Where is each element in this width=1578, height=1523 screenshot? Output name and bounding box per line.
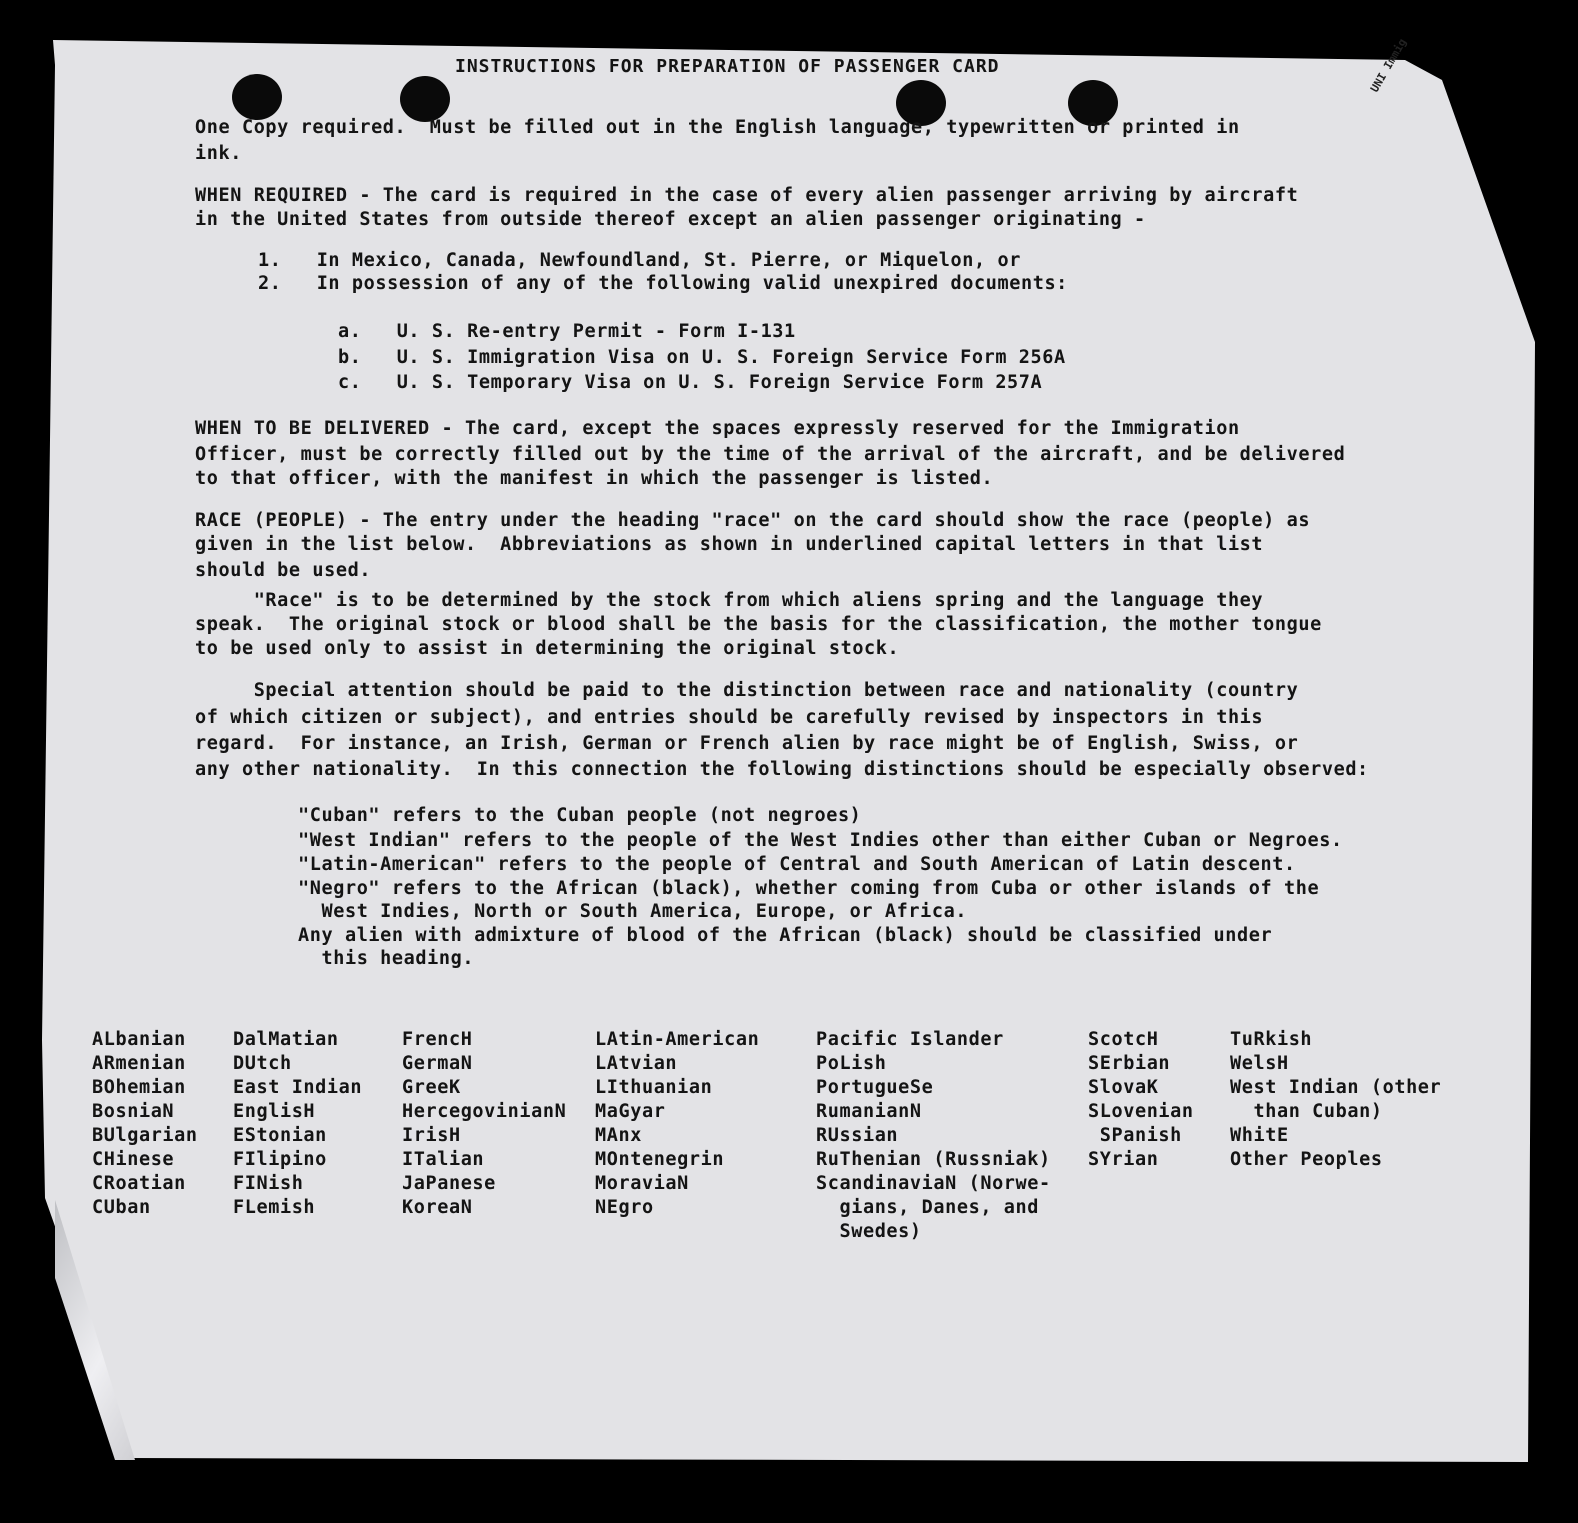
- race-definition-line: "Race" is to be determined by the stock from which aliens spring and the language they: [195, 590, 1264, 611]
- origin-item: 1. In Mexico, Canada, Newfoundland, St. Pierre, or Miquelon, or: [258, 250, 1021, 271]
- document-item: b. U. S. Immigration Visa on U. S. Foreign Service Form 256A: [338, 347, 1066, 368]
- race-entry: RumanianN: [816, 1101, 922, 1122]
- when-delivered-line: WHEN TO BE DELIVERED - The card, except the spaces expressly reserved for the Immigration: [195, 418, 1240, 439]
- race-entry: SErbian: [1088, 1053, 1171, 1074]
- race-list-column: [233, 1028, 362, 1220]
- race-entry: East Indian: [233, 1077, 363, 1098]
- race-entry: WhitE: [1230, 1125, 1289, 1146]
- race-entry: ALbanian: [92, 1029, 186, 1050]
- race-entry: West Indian (other: [1230, 1077, 1442, 1098]
- race-entry: HercegovinianN: [402, 1101, 567, 1122]
- race-definition-line: to be used only to assist in determining the original stock.: [195, 638, 900, 659]
- race-entry: MOntenegrin: [595, 1149, 725, 1170]
- race-entry: CHinese: [92, 1149, 175, 1170]
- distinction-line: "Cuban" refers to the Cuban people (not negroes): [298, 805, 862, 826]
- stamp-fragment: UNI Immig: [1368, 36, 1410, 95]
- special-attention-line: Special attention should be paid to the distinction between race and nationality (country: [195, 680, 1299, 701]
- race-entry: GreeK: [402, 1077, 461, 1098]
- when-delivered-line: to that officer, with the manifest in which the passenger is listed.: [195, 468, 994, 489]
- race-entry: Swedes): [816, 1221, 922, 1242]
- distinction-line: West Indies, North or South America, Europe, or Africa.: [298, 901, 968, 922]
- race-entry: Other Peoples: [1230, 1149, 1383, 1170]
- race-entry: MAnx: [595, 1125, 642, 1146]
- distinction-line: "Latin-American" refers to the people of Central and South American of Latin descent.: [298, 854, 1296, 875]
- race-entry: MaGyar: [595, 1101, 666, 1122]
- race-entry: ScandinaviaN (Norwe-: [816, 1173, 1051, 1194]
- distinction-line: "West Indian" refers to the people of the West Indies other than either Cuban or Negroes.: [298, 830, 1343, 851]
- race-entry: FINish: [233, 1173, 304, 1194]
- race-line: should be used.: [195, 560, 372, 581]
- distinction-line: "Negro" refers to the African (black), whether coming from Cuba or other islands of the: [298, 878, 1320, 899]
- punch-hole: [232, 74, 282, 120]
- race-list-column: [92, 1028, 198, 1220]
- document-item: a. U. S. Re-entry Permit - Form I-131: [338, 321, 796, 342]
- race-entry: ITalian: [402, 1149, 485, 1170]
- special-attention-line: any other nationality. In this connection the following distinctions should be especially observed:: [195, 759, 1369, 780]
- race-entry: CRoatian: [92, 1173, 186, 1194]
- page-title: INSTRUCTIONS FOR PREPARATION OF PASSENGER CARD: [455, 56, 1000, 77]
- race-list-column: [595, 1028, 759, 1220]
- special-attention-line: regard. For instance, an Irish, German or French alien by race might be of English, Swiss, or: [195, 733, 1299, 754]
- race-entry: than Cuban): [1230, 1101, 1383, 1122]
- race-list-column: [1230, 1028, 1441, 1172]
- race-entry: FLemish: [233, 1197, 316, 1218]
- race-entry: KoreaN: [402, 1197, 473, 1218]
- distinction-line: Any alien with admixture of blood of the African (black) should be classified under: [298, 925, 1273, 946]
- race-entry: BUlgarian: [92, 1125, 198, 1146]
- document-item: c. U. S. Temporary Visa on U. S. Foreign Service Form 257A: [338, 372, 1043, 393]
- race-entry: TuRkish: [1230, 1029, 1313, 1050]
- race-entry: WelsH: [1230, 1053, 1289, 1074]
- race-entry: LAtin-American: [595, 1029, 760, 1050]
- punch-hole: [400, 76, 450, 122]
- race-entry: MoraviaN: [595, 1173, 689, 1194]
- special-attention-line: of which citizen or subject), and entries should be carefully revised by inspectors in this: [195, 707, 1264, 728]
- race-definition-line: speak. The original stock or blood shall be the basis for the classification, the mother tongue: [195, 614, 1322, 635]
- origin-item: 2. In possession of any of the following valid unexpired documents:: [258, 273, 1068, 294]
- race-entry: RUssian: [816, 1125, 899, 1146]
- race-list-column: [816, 1028, 1051, 1244]
- race-entry: PortugueSe: [816, 1077, 934, 1098]
- race-entry: EnglisH: [233, 1101, 316, 1122]
- race-entry: LIthuanian: [595, 1077, 713, 1098]
- intro-line: ink.: [195, 143, 242, 164]
- race-list-column: [402, 1028, 566, 1220]
- race-entry: ScotcH: [1088, 1029, 1159, 1050]
- race-entry: RuThenian (Russniak): [816, 1149, 1051, 1170]
- race-entry: EStonian: [233, 1125, 327, 1146]
- race-list-column: [1088, 1028, 1194, 1172]
- race-entry: PoLish: [816, 1053, 887, 1074]
- race-entry: Pacific Islander: [816, 1029, 1004, 1050]
- race-entry: JaPanese: [402, 1173, 496, 1194]
- when-delivered-line: Officer, must be correctly filled out by the time of the arrival of the aircraft, and be delivered: [195, 444, 1346, 465]
- race-entry: FrencH: [402, 1029, 473, 1050]
- race-entry: LAtvian: [595, 1053, 678, 1074]
- distinction-line: this heading.: [298, 948, 475, 969]
- when-required-line: WHEN REQUIRED - The card is required in the case of every alien passenger arriving by aircraft: [195, 185, 1299, 206]
- race-entry: FIlipino: [233, 1149, 327, 1170]
- race-entry: ARmenian: [92, 1053, 186, 1074]
- intro-line: One Copy required. Must be filled out in the English language, typewritten or printed in: [195, 117, 1240, 138]
- when-required-line: in the United States from outside thereof except an alien passenger originating -: [195, 209, 1146, 230]
- race-entry: CUban: [92, 1197, 151, 1218]
- race-entry: SPanish: [1088, 1125, 1182, 1146]
- race-entry: NEgro: [595, 1197, 654, 1218]
- race-entry: DalMatian: [233, 1029, 339, 1050]
- race-line: given in the list below. Abbreviations as shown in underlined capital letters in that list: [195, 534, 1264, 555]
- race-entry: SlovaK: [1088, 1077, 1159, 1098]
- race-entry: DUtch: [233, 1053, 292, 1074]
- race-entry: BosniaN: [92, 1101, 175, 1122]
- race-entry: IrisH: [402, 1125, 461, 1146]
- race-entry: SYrian: [1088, 1149, 1159, 1170]
- race-entry: gians, Danes, and: [816, 1197, 1040, 1218]
- race-line: RACE (PEOPLE) - The entry under the heading "race" on the card should show the race (people) as: [195, 510, 1311, 531]
- race-entry: GermaN: [402, 1053, 473, 1074]
- race-entry: BOhemian: [92, 1077, 186, 1098]
- race-entry: SLovenian: [1088, 1101, 1194, 1122]
